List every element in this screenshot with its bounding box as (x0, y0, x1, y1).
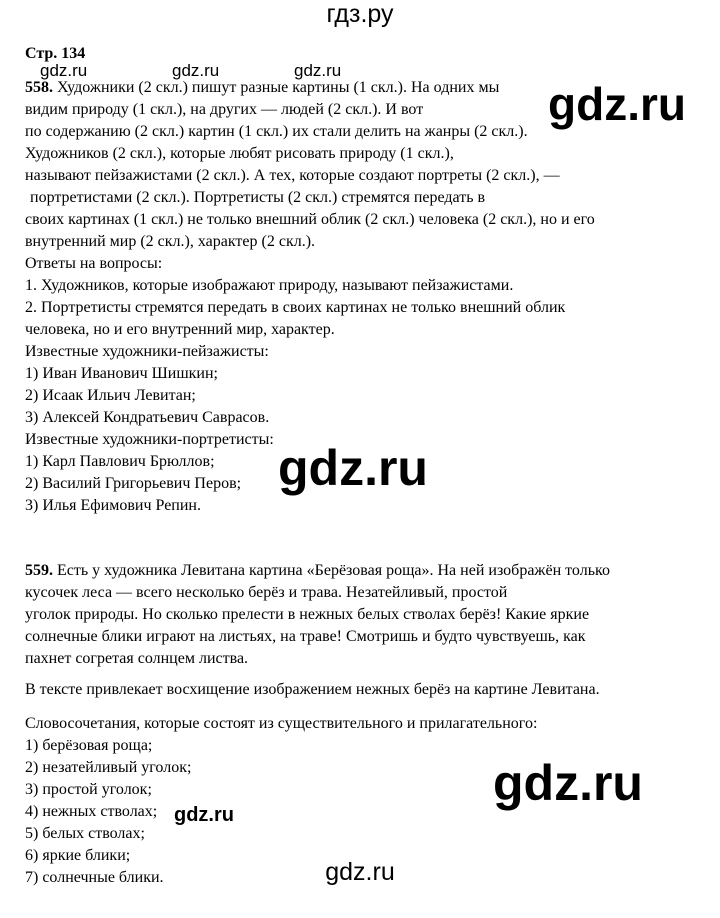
phrase-item: 7) солнечные блики. (25, 869, 164, 886)
site-footer: gdz.ru (325, 858, 395, 886)
ex559-line: пахнет согретая солнцем листва. (25, 650, 249, 667)
watermark-large: gdz.ru (278, 440, 428, 496)
watermark-small: gdz.ru (40, 61, 88, 80)
portrait-item: 1) Карл Павлович Брюллов; (25, 453, 215, 470)
watermark-small: gdz.ru (172, 61, 220, 80)
landscape-item: 3) Алексей Кондратьевич Саврасов. (25, 409, 270, 426)
answers-heading: Ответы на вопросы: (25, 255, 163, 272)
answer-line: человека, но и его внутренний мир, характер. (25, 321, 335, 338)
landscape-item: 1) Иван Иванович Шишкин; (25, 365, 218, 382)
portrait-heading: Известные художники-портретисты: (25, 431, 274, 448)
page-label: Стр. 134 (25, 45, 86, 62)
ex558-line: портретистами (2 скл.). Портретисты (2 скл.) стремятся передать в (30, 189, 486, 206)
phrase-item: 3) простой уголок; (25, 781, 152, 798)
ex559-line: кусочек леса — всего несколько берёз и трава. Незатейливый, простой (25, 584, 508, 601)
phrases-heading: Словосочетания, которые состоят из существительного и прилагательного: (25, 715, 538, 732)
landscape-item: 2) Исаак Ильич Левитан; (25, 387, 196, 404)
ex559-line: уголок природы. Но сколько прелести в нежных белых стволах берёз! Какие яркие (25, 606, 590, 623)
watermark-small: gdz.ru (174, 804, 234, 826)
ex558-number: 558. (25, 79, 53, 96)
ex559-line (25, 560, 610, 582)
portrait-item: 2) Василий Григорьевич Перов; (25, 475, 242, 492)
watermark-small: gdz.ru (294, 61, 342, 80)
ex558-line: внутренний мир (2 скл.), характер (2 скл.). (25, 233, 316, 250)
phrase-item: 4) нежных стволах; (25, 803, 158, 820)
landscape-heading: Известные художники-пейзажисты: (25, 343, 269, 360)
phrase-item: 6) яркие блики; (25, 847, 131, 864)
answer-line: 1. Художников, которые изображают природу, называют пейзажистами. (25, 277, 514, 294)
answer-line: 2. Портретисты стремятся передать в своих картинах не только внешний облик (25, 299, 566, 316)
ex558-line (25, 77, 499, 99)
site-header: гдз.ру (326, 0, 394, 28)
ex559-text: Есть у художника Левитана картина «Берёзовая роща». На ней изображён только (57, 562, 610, 579)
phrase-item: 2) незатейливый уголок; (25, 759, 192, 776)
ex558-line: называют пейзажистами (2 скл.). А тех, которые создают портреты (2 скл.), — (25, 167, 560, 184)
ex558-line: своих картинах (1 скл.) не только внешний облик (2 скл.) человека (2 скл.), но и его (25, 211, 595, 228)
ex559-line: солнечные блики играют на листьях, на траве! Смотришь и будто чувствуешь, как (25, 628, 586, 645)
phrase-item: 5) белых стволах; (25, 825, 145, 842)
ex558-text: Художники (2 скл.) пишут разные картины (1 скл.). На одних мы (57, 79, 500, 96)
ex559-number: 559. (25, 562, 53, 579)
portrait-item: 3) Илья Ефимович Репин. (25, 497, 201, 514)
watermark-large: gdz.ru (493, 755, 643, 811)
ex558-line: Художников (2 скл.), которые любят рисовать природу (1 скл.), (25, 145, 454, 162)
ex558-line: видим природу (1 скл.), на других — людей (2 скл.). И вот (25, 101, 424, 118)
phrase-item: 1) берёзовая роща; (25, 737, 153, 754)
watermark-large: gdz.ru (548, 78, 686, 130)
ex559-summary: В тексте привлекает восхищение изображением нежных берёз на картине Левитана. (25, 681, 600, 698)
ex558-line: по содержанию (2 скл.) картин (1 скл.) их стали делить на жанры (2 скл.). (25, 123, 528, 140)
